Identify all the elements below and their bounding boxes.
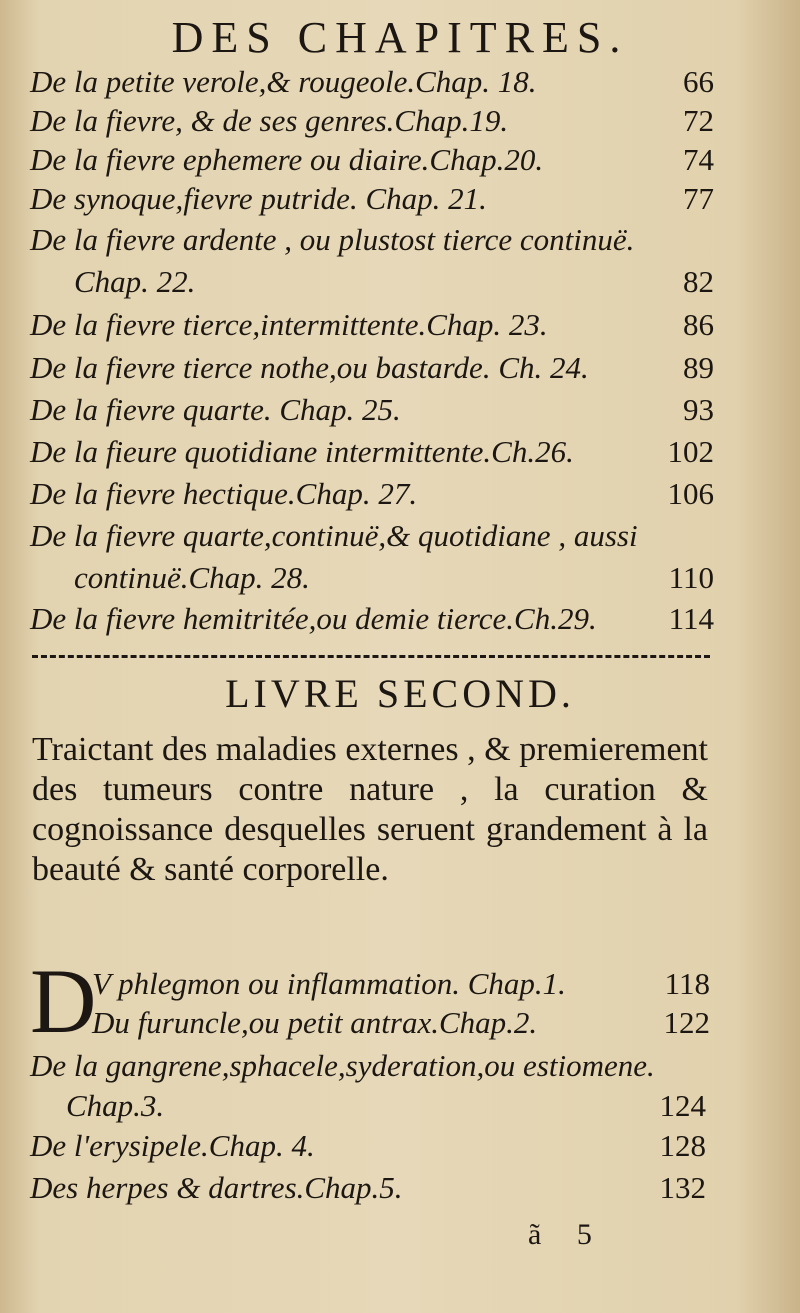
chapter-page: 132	[659, 1170, 706, 1205]
chapter-title: De la fieure quotidiane intermittente.Ch.26.	[30, 434, 574, 469]
chapter-entry	[30, 1170, 706, 1210]
chapter-page: 72	[683, 103, 714, 138]
chapter-page: 93	[683, 392, 714, 427]
chapter-title: continuë.Chap. 28.	[74, 560, 310, 595]
chapter-title: De la fievre hemitritée,ou demie tierce.Ch.29.	[30, 601, 597, 636]
chapter-page: 102	[667, 434, 714, 469]
chapter-page: 128	[659, 1128, 706, 1163]
chapter-entry	[30, 350, 714, 390]
chapter-entry	[92, 1005, 710, 1045]
chapter-page: 77	[683, 181, 714, 216]
page-header: DES CHAPITRES.	[171, 13, 629, 62]
chapter-title: De la fievre hectique.Chap. 27.	[30, 476, 418, 511]
chapter-title: De la petite verole,& rougeole.Chap. 18.	[30, 64, 537, 99]
chapter-title: De la gangrene,sphacele,syderation,ou estiomene.	[30, 1048, 655, 1083]
section-description: Traictant des maladies externes , & premierement des tumeurs contre nature , la curation & cognoissance desquelles seruent grandement à la beauté & santé corporelle.	[32, 731, 708, 888]
chapter-title: De la fievre ephemere ou diaire.Chap.20.	[30, 142, 544, 177]
chapter-title: De la fievre tierce,intermittente.Chap. 23.	[30, 307, 548, 342]
chapter-page: 82	[683, 264, 714, 299]
chapter-entry	[30, 103, 714, 143]
chapter-page: 118	[664, 966, 710, 1001]
chapter-page: 110	[668, 560, 714, 595]
chapter-title: De la fievre, & de ses genres.Chap.19.	[30, 103, 509, 138]
chapter-entry	[92, 966, 710, 1006]
chapter-entry	[66, 1088, 706, 1128]
chapter-entry	[30, 518, 714, 558]
chapter-title: De la fievre quarte. Chap. 25.	[30, 392, 401, 427]
chapter-entry	[30, 222, 714, 262]
chapter-entry	[74, 264, 714, 304]
chapter-title: Chap. 22.	[74, 264, 196, 299]
chapter-entry	[30, 1048, 710, 1088]
chapter-title: V phlegmon ou inflammation. Chap.1.	[92, 966, 566, 1001]
chapter-entry	[30, 64, 714, 104]
chapter-entry	[30, 434, 714, 474]
chapter-title: Des herpes & dartres.Chap.5.	[30, 1170, 403, 1205]
chapter-page: 122	[663, 1005, 710, 1040]
chapter-entry	[30, 601, 714, 641]
chapter-entry	[74, 560, 714, 600]
chapter-page: 106	[667, 476, 714, 511]
chapter-title: Chap.3.	[66, 1088, 165, 1123]
drop-cap: D	[30, 950, 97, 1052]
chapter-entry	[30, 392, 714, 432]
chapter-page: 86	[683, 307, 714, 342]
chapter-title: De la fievre tierce nothe,ou bastarde. Ch. 24.	[30, 350, 589, 385]
chapter-entry	[30, 142, 714, 182]
chapter-page: 124	[659, 1088, 706, 1123]
chapter-title: De la fievre ardente , ou plustost tierce continuë.	[30, 222, 635, 257]
chapter-entry	[30, 307, 714, 347]
chapter-title: De synoque,fievre putride. Chap. 21.	[30, 181, 487, 216]
chapter-title: De la fievre quarte,continuë,& quotidiane , aussi	[30, 518, 638, 553]
chapter-page: 114	[668, 601, 714, 636]
chapter-title: Du furuncle,ou petit antrax.Chap.2.	[92, 1005, 538, 1040]
chapter-page: 89	[683, 350, 714, 385]
chapter-entry	[30, 476, 714, 516]
signature-mark: ã 5	[528, 1218, 606, 1251]
chapter-entry	[30, 1128, 706, 1168]
chapter-page: 74	[683, 142, 714, 177]
chapter-page: 66	[683, 64, 714, 99]
section-rule	[32, 655, 710, 658]
chapter-entry	[30, 181, 714, 221]
chapter-title: De l'erysipele.Chap. 4.	[30, 1128, 315, 1163]
section-title: LIVRE SECOND.	[225, 671, 575, 716]
